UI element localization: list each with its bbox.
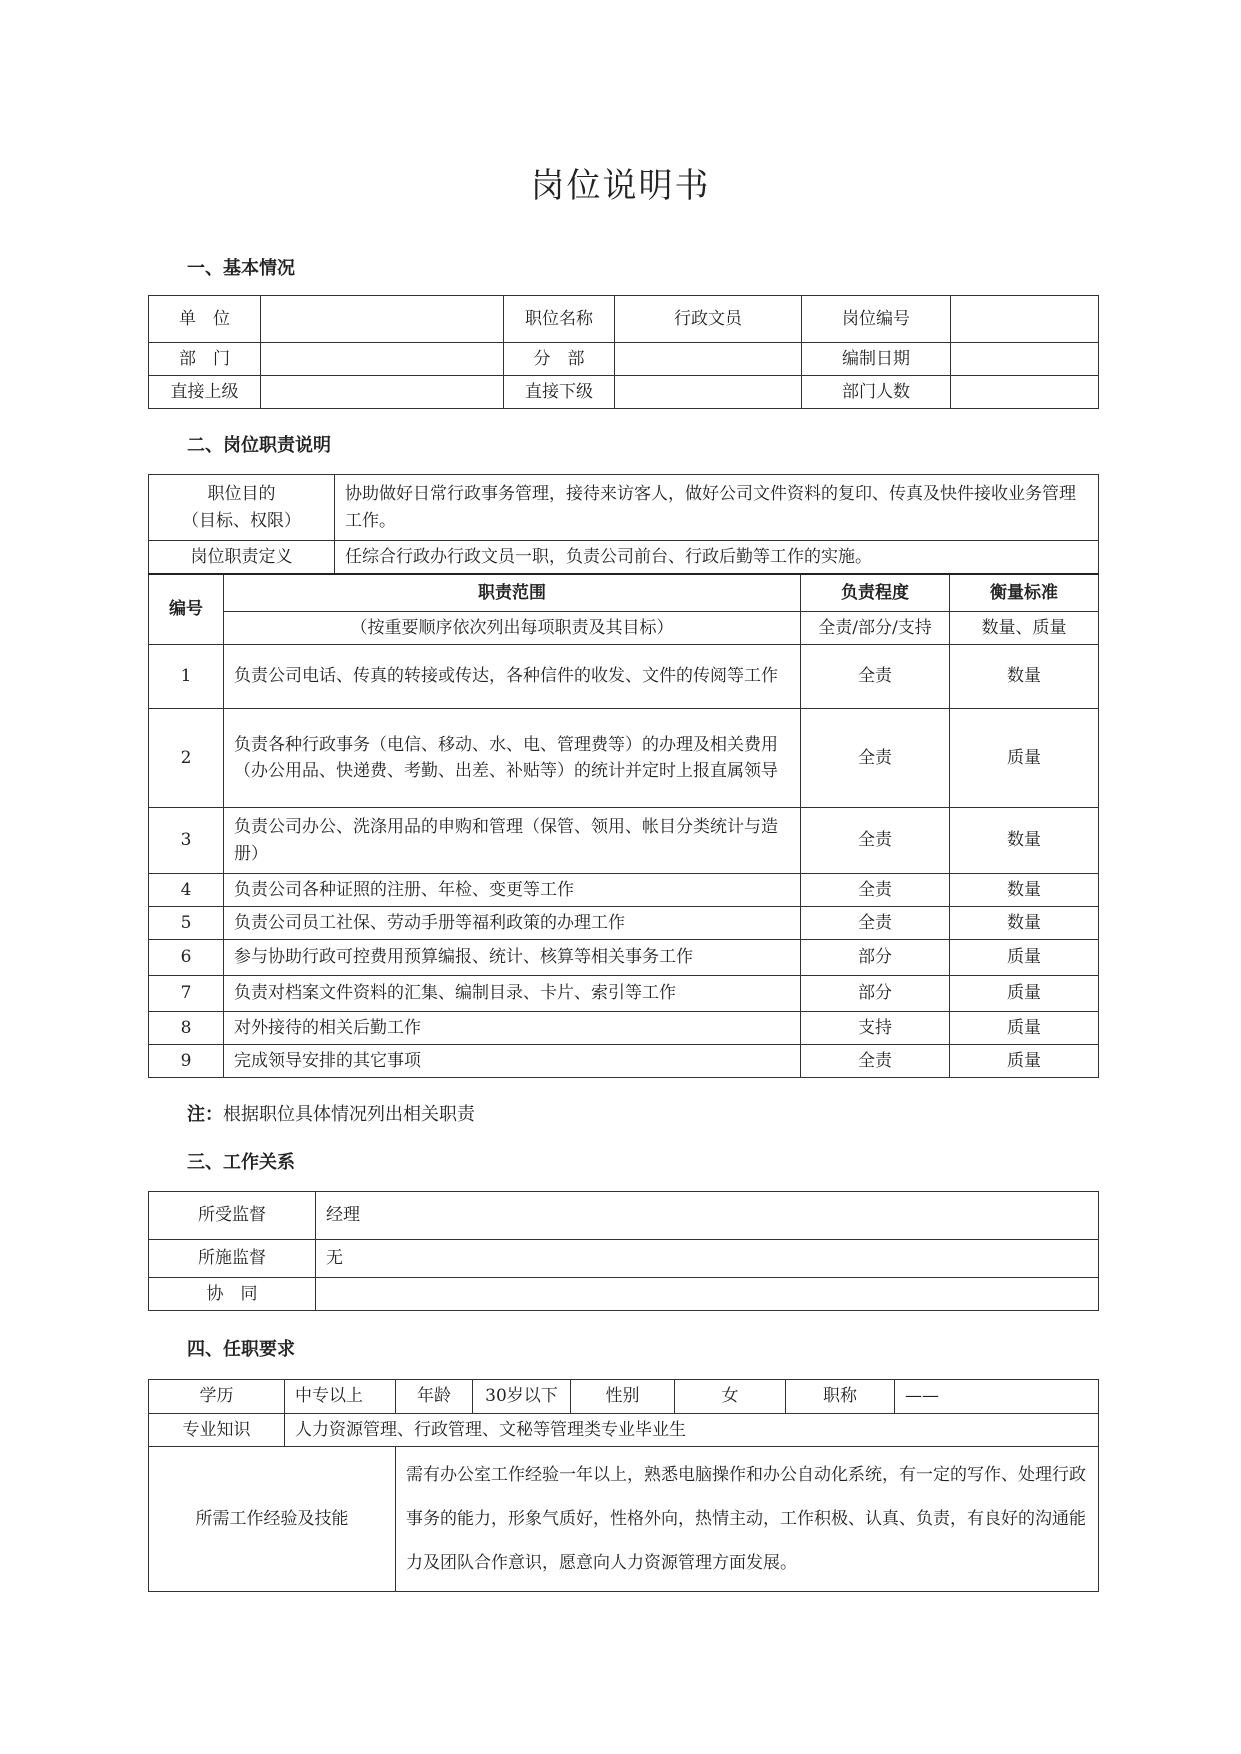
table-row xyxy=(149,1012,1099,1045)
row-scope: 负责公司员工社保、劳动手册等福利政策的办理工作 xyxy=(224,907,801,940)
row-no: 1 xyxy=(149,645,224,709)
row-degree: 全责 xyxy=(801,1045,950,1078)
superior-value xyxy=(261,376,504,409)
gender-label: 性别 xyxy=(571,1380,675,1414)
row-scope: 负责公司电话、传真的转接或传达，各种信件的收发、文件的传阅等工作 xyxy=(224,645,801,709)
experience-label: 所需工作经验及技能 xyxy=(149,1447,396,1592)
col-scope-header: 职责范围 xyxy=(224,574,801,612)
row-measure: 数量 xyxy=(950,874,1099,907)
table-row xyxy=(149,907,1099,940)
table-row xyxy=(149,808,1099,874)
row-degree: 全责 xyxy=(801,907,950,940)
purpose-label: 职位目的 （目标、权限） xyxy=(149,475,335,541)
branch-label: 分 部 xyxy=(504,343,615,376)
age-label: 年龄 xyxy=(396,1380,473,1414)
date-value xyxy=(951,343,1099,376)
cooperate-label: 协 同 xyxy=(149,1278,316,1311)
row-scope: 参与协助行政可控费用预算编报、统计、核算等相关事务工作 xyxy=(224,940,801,976)
unit-value xyxy=(261,296,504,343)
table-row xyxy=(149,940,1099,976)
row-degree: 全责 xyxy=(801,645,950,709)
knowledge-label: 专业知识 xyxy=(149,1414,285,1447)
section-duties-heading: 二、岗位职责说明 xyxy=(187,435,331,456)
table-row xyxy=(149,709,1099,808)
row-scope: 完成领导安排的其它事项 xyxy=(224,1045,801,1078)
row-degree: 全责 xyxy=(801,709,950,808)
row-degree: 部分 xyxy=(801,940,950,976)
row-scope: 负责各种行政事务（电信、移动、水、电、管理费等）的办理及相关费用（办公用品、快递费、考勤、出差、补贴等）的统计并定时上报直属领导 xyxy=(224,709,801,808)
duties-table xyxy=(148,474,1099,1078)
row-scope: 负责对档案文件资料的汇集、编制目录、卡片、索引等工作 xyxy=(224,976,801,1012)
row-measure: 质量 xyxy=(950,1045,1099,1078)
headcount-value xyxy=(951,376,1099,409)
edu-label: 学历 xyxy=(149,1380,285,1414)
row-measure: 数量 xyxy=(950,645,1099,709)
branch-value xyxy=(615,343,802,376)
definition-value: 任综合行政办行政文员一职，负责公司前台、行政后勤等工作的实施。 xyxy=(335,541,1099,574)
table-row xyxy=(149,976,1099,1012)
row-no: 4 xyxy=(149,874,224,907)
section-basic-heading: 一、基本情况 xyxy=(187,258,295,279)
table-row xyxy=(149,874,1099,907)
supervised-label: 所受监督 xyxy=(149,1192,316,1240)
col-degree-subheader: 全责/部分/支持 xyxy=(801,612,950,645)
col-degree-header: 负责程度 xyxy=(801,574,950,612)
row-degree: 全责 xyxy=(801,874,950,907)
row-no: 5 xyxy=(149,907,224,940)
note-label: 注： xyxy=(187,1104,223,1125)
definition-label: 岗位职责定义 xyxy=(149,541,335,574)
experience-value: 需有办公室工作经验一年以上，熟悉电脑操作和办公自动化系统，有一定的写作、处理行政事务的能力，形象气质好，性格外向，热情主动，工作积极、认真、负责，有良好的沟通能力及团队合作意识，愿意向人力资源管理方面发展。 xyxy=(396,1447,1099,1592)
row-scope: 负责公司各种证照的注册、年检、变更等工作 xyxy=(224,874,801,907)
section-requirements-heading: 四、任职要求 xyxy=(187,1339,295,1360)
job-title-value: 行政文员 xyxy=(615,296,802,343)
note-text: 根据职位具体情况列出相关职责 xyxy=(223,1104,475,1125)
col-measure-subheader: 数量、质量 xyxy=(950,612,1099,645)
job-no-value xyxy=(951,296,1099,343)
table-row xyxy=(149,645,1099,709)
supervises-value: 无 xyxy=(316,1240,1099,1278)
knowledge-value: 人力资源管理、行政管理、文秘等管理类专业毕业生 xyxy=(285,1414,1099,1447)
note xyxy=(187,1100,475,1126)
row-scope: 负责公司办公、洗涤用品的申购和管理（保管、领用、帐目分类统计与造册） xyxy=(224,808,801,874)
row-no: 2 xyxy=(149,709,224,808)
col-scope-subheader: （按重要顺序依次列出每项职责及其目标） xyxy=(224,612,801,645)
rank-label: 职称 xyxy=(786,1380,895,1414)
row-no: 3 xyxy=(149,808,224,874)
edu-value: 中专以上 xyxy=(285,1380,396,1414)
row-no: 6 xyxy=(149,940,224,976)
rank-value: —— xyxy=(895,1380,1099,1414)
headcount-label: 部门人数 xyxy=(802,376,951,409)
row-degree: 部分 xyxy=(801,976,950,1012)
job-no-label: 岗位编号 xyxy=(802,296,951,343)
relations-table xyxy=(148,1191,1099,1311)
cooperate-value xyxy=(316,1278,1099,1311)
age-value: 30岁以下 xyxy=(473,1380,571,1414)
supervised-value: 经理 xyxy=(316,1192,1099,1240)
col-no-header: 编号 xyxy=(149,574,224,645)
unit-label: 单 位 xyxy=(149,296,261,343)
row-measure: 质量 xyxy=(950,940,1099,976)
purpose-value: 协助做好日常行政事务管理，接待来访客人，做好公司文件资料的复印、传真及快件接收业务管理工作。 xyxy=(335,475,1099,541)
basic-info-table xyxy=(148,295,1099,409)
gender-value: 女 xyxy=(675,1380,786,1414)
supervises-label: 所施监督 xyxy=(149,1240,316,1278)
row-scope: 对外接待的相关后勤工作 xyxy=(224,1012,801,1045)
dept-value xyxy=(261,343,504,376)
row-measure: 质量 xyxy=(950,1012,1099,1045)
section-relations-heading: 三、工作关系 xyxy=(187,1152,295,1173)
row-degree: 支持 xyxy=(801,1012,950,1045)
subordinate-value xyxy=(615,376,802,409)
row-measure: 质量 xyxy=(950,709,1099,808)
page-title: 岗位说明书 xyxy=(530,166,711,206)
subordinate-label: 直接下级 xyxy=(504,376,615,409)
date-label: 编制日期 xyxy=(802,343,951,376)
row-degree: 全责 xyxy=(801,808,950,874)
row-no: 7 xyxy=(149,976,224,1012)
row-measure: 数量 xyxy=(950,907,1099,940)
job-title-label: 职位名称 xyxy=(504,296,615,343)
row-measure: 质量 xyxy=(950,976,1099,1012)
row-measure: 数量 xyxy=(950,808,1099,874)
superior-label: 直接上级 xyxy=(149,376,261,409)
requirements-table xyxy=(148,1379,1099,1592)
row-no: 8 xyxy=(149,1012,224,1045)
col-measure-header: 衡量标准 xyxy=(950,574,1099,612)
dept-label: 部 门 xyxy=(149,343,261,376)
table-row xyxy=(149,1045,1099,1078)
row-no: 9 xyxy=(149,1045,224,1078)
